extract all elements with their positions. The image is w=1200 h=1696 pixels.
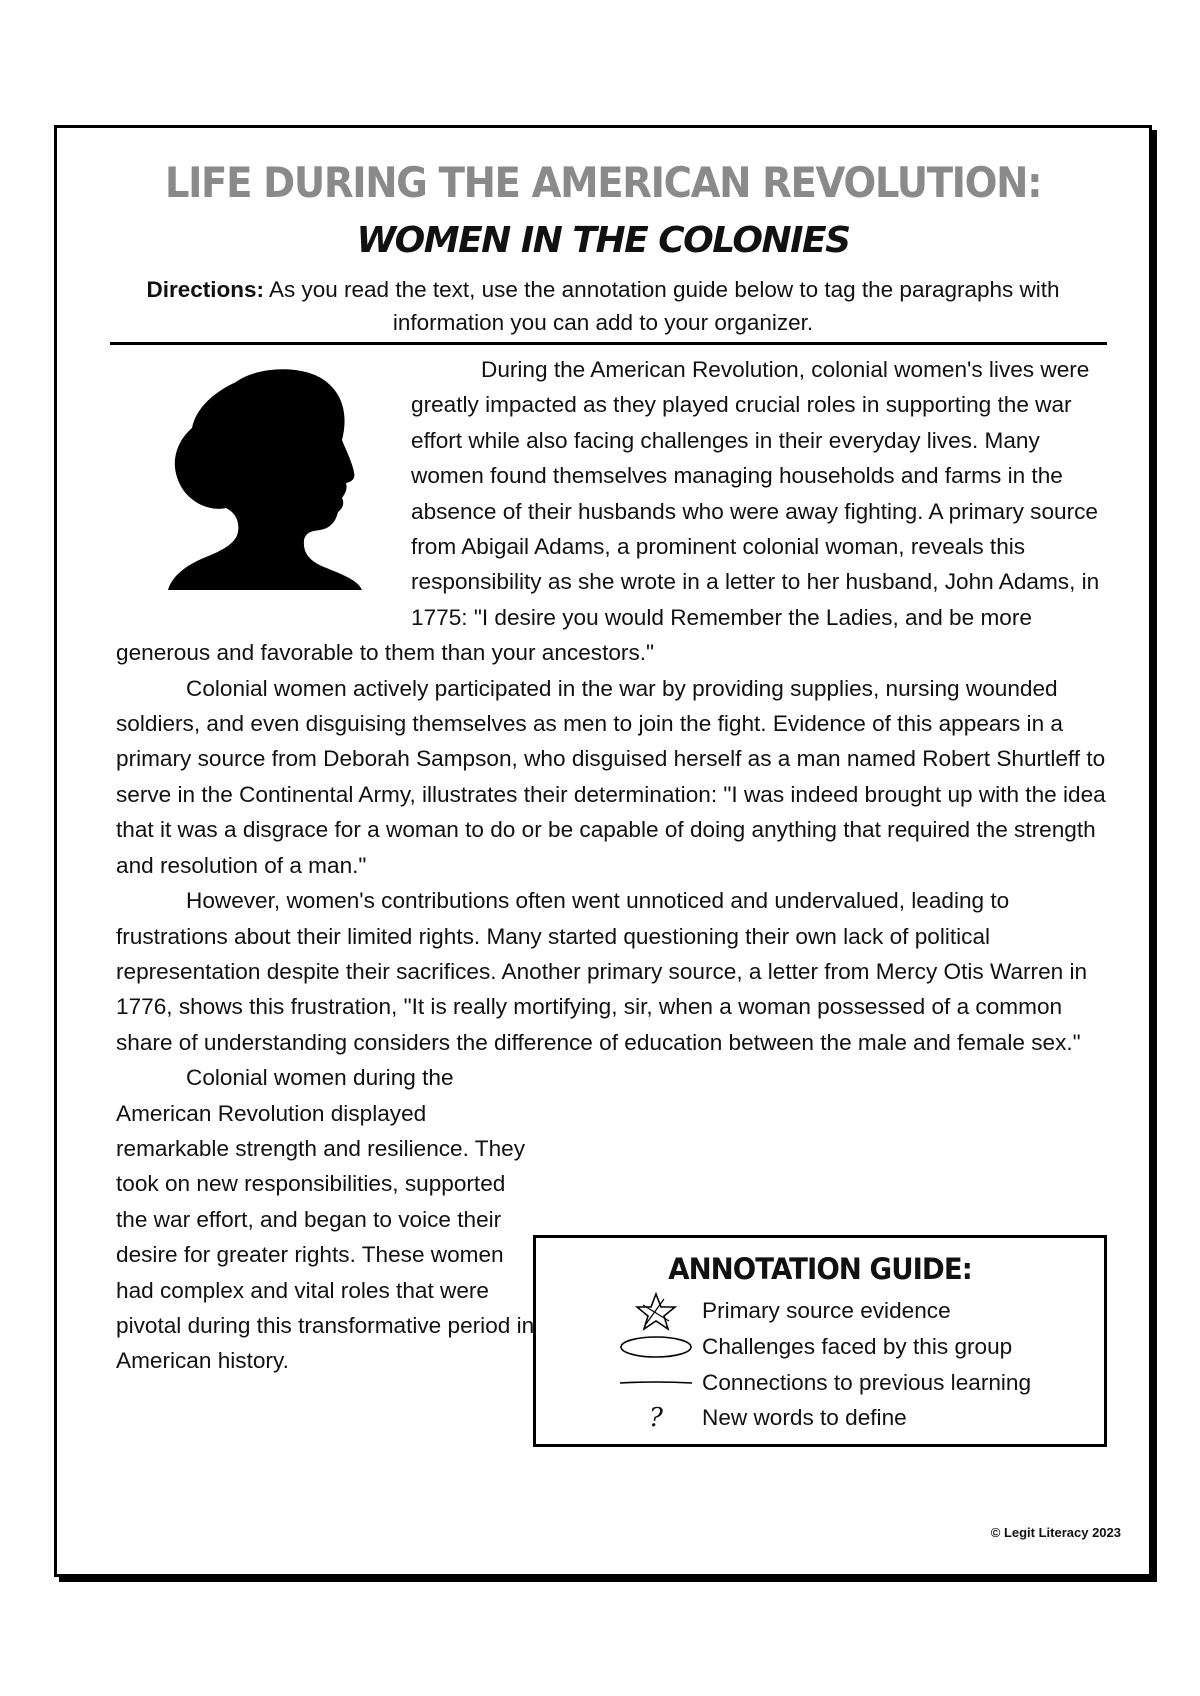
directions-label: Directions:	[146, 277, 264, 302]
directions-text: As you read the text, use the annotation guide below to tag the paragraphs with information you can add to your organizer.	[263, 277, 1060, 335]
guide-row-connections	[536, 1365, 1096, 1401]
guide-label-new-words: New words to define	[702, 1405, 907, 1430]
woman-profile-icon	[166, 362, 366, 592]
woman-silhouette-image	[116, 352, 411, 622]
underline-icon	[616, 1365, 696, 1401]
guide-row-primary-source	[536, 1293, 1096, 1329]
guide-label-challenges: Challenges faced by this group	[702, 1334, 1013, 1359]
article-paragraph-2: Colonial women actively participated in the war by providing supplies, nursing wounded soldiers, and even disguising themselves as men to join the fight. Evidence of this appears in a primary source from Deborah Sampson, who disguised herself as a man named Robert Shurtleff to serve in the Continental Army, illustrates their determination: "I was indeed brought up with the idea that it was a disgrace for a woman to do or be capable of doing anything that required the strength and resolution of a man."	[116, 675, 1106, 878]
guide-label-connections: Connections to previous learning	[702, 1370, 1032, 1395]
copyright-notice: © Legit Literacy 2023	[990, 1525, 1121, 1540]
oval-circle-icon	[616, 1329, 696, 1365]
annotation-guide-box	[533, 1235, 1107, 1447]
article-paragraph-4: Colonial women during the American Revolution displayed remarkable strength and resilience. They took on new responsibilities, supported the war effort, and began to voice their desire for greater rights. These women had complex and vital roles that were pivotal during this transformative period in American history.	[116, 1065, 535, 1374]
article-body	[116, 352, 1108, 1379]
star-icon	[616, 1293, 696, 1329]
page-title: LIFE DURING THE AMERICAN REVOLUTION:	[164, 158, 1042, 207]
guide-row-new-words	[536, 1400, 1096, 1436]
guide-label-primary-source: Primary source evidence	[702, 1298, 951, 1323]
header-divider	[110, 342, 1107, 345]
question-mark-icon: ?	[649, 1403, 663, 1433]
annotation-guide-title: ANNOTATION GUIDE:	[668, 1252, 972, 1286]
page-subtitle: WOMEN IN THE COLONIES	[356, 220, 850, 261]
article-paragraph-3: However, women's contributions often went unnoticed and undervalued, leading to frustrations about their limited rights. Many started questioning their own lack of political representation despite their sacrifices. Another primary source, a letter from Mercy Otis Warren in 1776, shows this frustration, "It is really mortifying, sir, when a woman possessed of a common share of understanding considers the difference of education between the male and female sex."	[116, 888, 1088, 1055]
worksheet-frame	[54, 125, 1152, 1577]
article-paragraph-1: During the American Revolution, colonial women's lives were greatly impacted as they played crucial roles in supporting the war effort while also facing challenges in their everyday lives. Many women found themselves managing households and farms in the absence of their husbands who were away fighting. A primary source from Abigail Adams, a prominent colonial woman, reveals this responsibility as she wrote in a letter to her husband, John Adams, in 1775: "I desire you would Remember the Ladies, and be more generous and favorable to them than your ancestors."	[116, 357, 1100, 666]
directions	[102, 273, 1104, 339]
guide-row-challenges	[536, 1329, 1096, 1365]
